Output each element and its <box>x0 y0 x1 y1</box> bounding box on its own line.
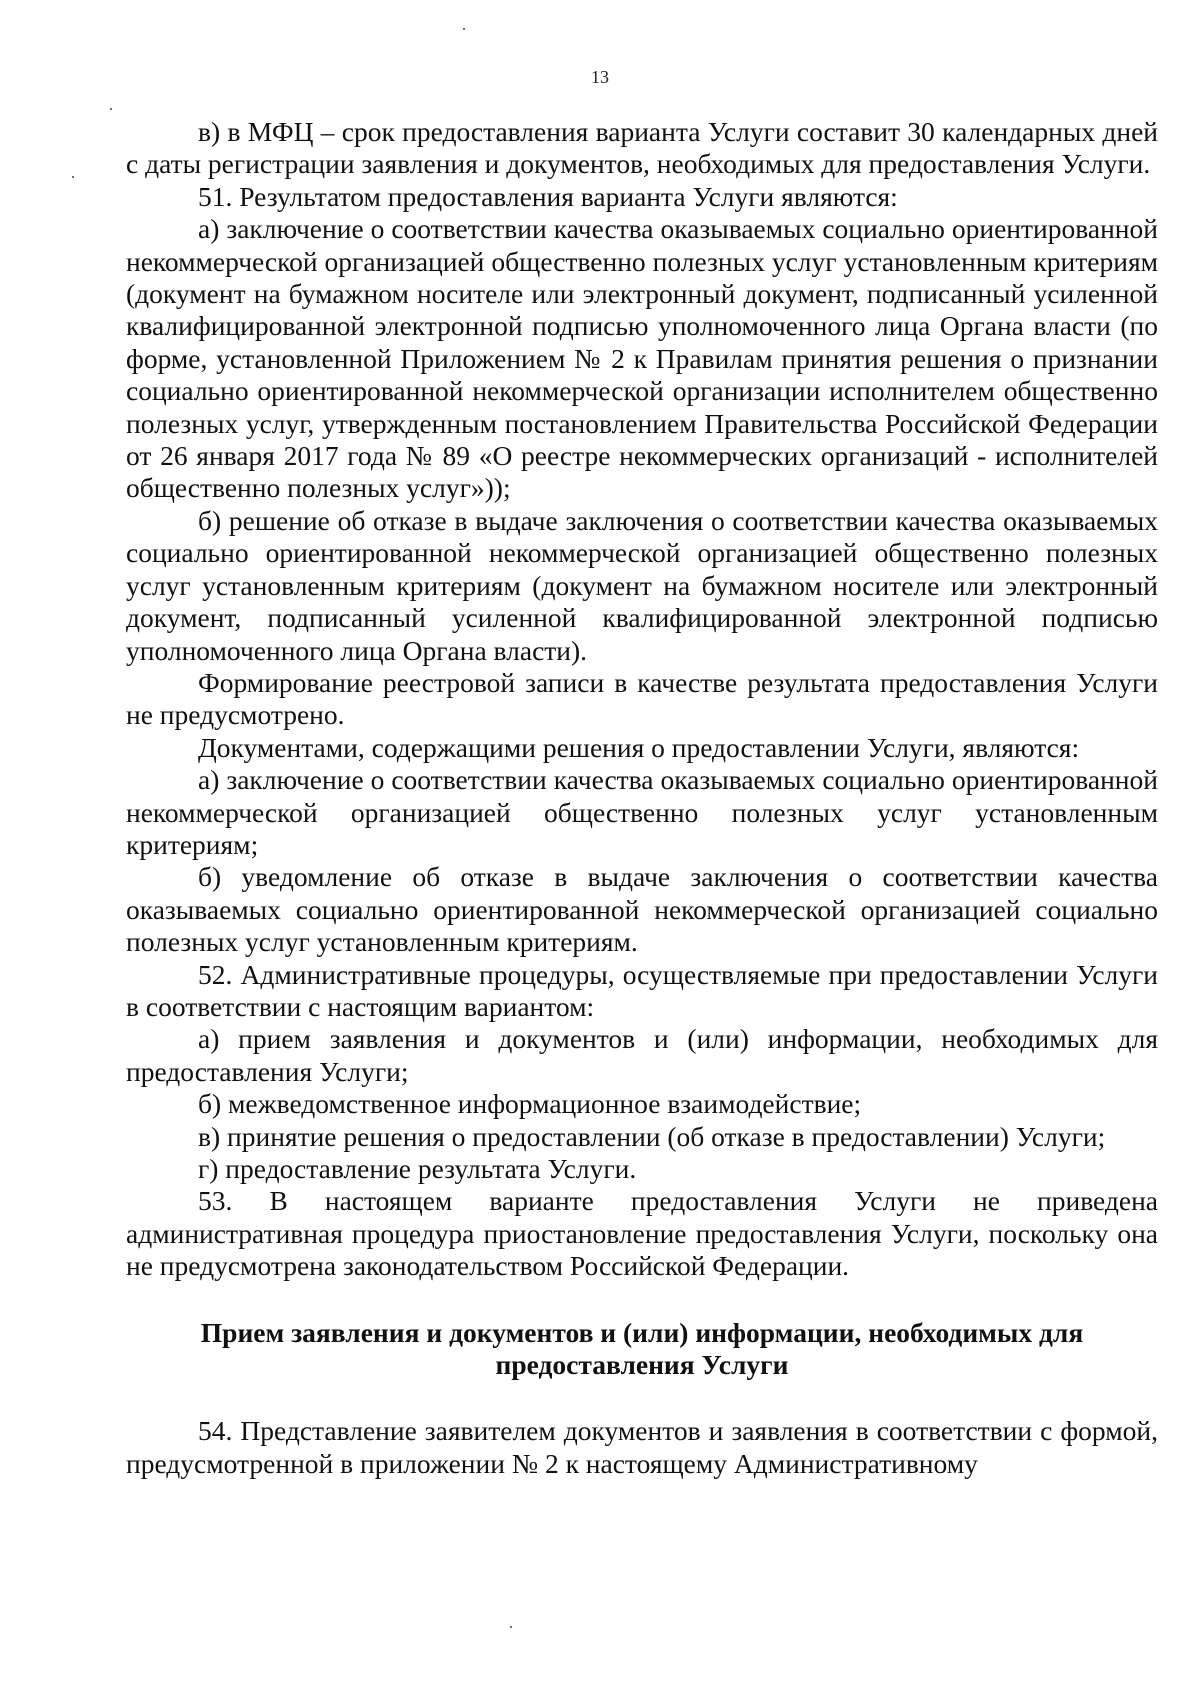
paragraph-decision-documents: Документами, содержащими решения о предоставлении Услуги, являются: <box>198 731 1080 763</box>
paragraph-registry-record: Формирование реестровой записи в качестве результата предоставления Услуги не предусмотрено. <box>126 666 1158 731</box>
paragraph-51-a: а) заключение о соответствии качества оказываемых социально ориентированной некоммерческой организацией общественно полезных услуг установленным критериям (документ на бумажном носителе или электронный документ, подписанный усиленной квалифицированной электронной подписью уполномоченного лица Органа власти (по форме, установленной Приложением № 2 к Правилам принятия решения о признании социально ориентированной некоммерческой организации исполнителем общественно полезных услуг, утвержденным постановлением Правительства Российской Федерации от 26 января 2017 года № 89 «О реестре некоммерческих организаций - исполнителей общественно полезных услуг»)); <box>126 213 1158 504</box>
paragraph-52-b: б) межведомственное информационное взаимодействие; <box>198 1088 862 1120</box>
paragraph-54: 54. Представление заявителем документов и заявления в соответствии с формой, предусмотренной в приложении № 2 к настоящему Административному <box>126 1415 1158 1479</box>
paragraph-52-a: а) прием заявления и документов и (или) информации, необходимых для предоставления Услуги; <box>126 1023 1158 1087</box>
paragraph-52: 52. Административные процедуры, осуществляемые при предоставлении Услуги в соответствии с настоящим вариантом: <box>126 958 1158 1022</box>
paragraph-51: 51. Результатом предоставления варианта Услуги являются: <box>198 180 898 212</box>
scan-speck <box>463 28 465 30</box>
scan-speck <box>110 108 112 110</box>
section-heading <box>126 1317 1158 1382</box>
page-body <box>126 116 1158 1480</box>
scan-speck <box>510 1626 512 1628</box>
paragraph-documents-a: а) заключение о соответствии качества оказываемых социально ориентированной некоммерческой организацией общественно полезных услуг установленным критериям; <box>126 764 1158 860</box>
scan-speck <box>72 176 74 178</box>
paragraph-51-b: б) решение об отказе в выдаче заключения о соответствии качества оказываемых социально ориентированной некоммерческой организацией общественно полезных услуг установленным критериям (документ на бумажном носителе или электронный документ, подписанный усиленной квалифицированной электронной подписью уполномоченного лица Органа власти). <box>126 504 1158 666</box>
paragraph-53: 53. В настоящем варианте предоставления Услуги не приведена административная процедура приостановление предоставления Услуги, поскольку она не предусмотрена законодательством Российской Федерации. <box>126 1185 1158 1282</box>
paragraph-documents-b: б) уведомление об отказе в выдаче заключения о соответствии качества оказываемых социально ориентированной некоммерческой организацией социально полезных услуг установленным критериям. <box>126 861 1158 958</box>
page-number: 13 <box>591 67 609 87</box>
paragraph-term-mfc: в) в МФЦ – срок предоставления варианта Услуги составит 30 календарных дней с даты регистрации заявления и документов, необходимых для предоставления Услуги. <box>126 116 1158 180</box>
paragraph-52-d: г) предоставление результата Услуги. <box>198 1153 637 1184</box>
section-heading-line-2: предоставления Услуги <box>495 1349 789 1381</box>
paragraph-52-c: в) принятие решения о предоставлении (об отказе в предоставлении) Услуги; <box>198 1120 1106 1152</box>
section-heading-line-1: Прием заявления и документов и (или) информации, необходимых для <box>200 1316 1084 1348</box>
